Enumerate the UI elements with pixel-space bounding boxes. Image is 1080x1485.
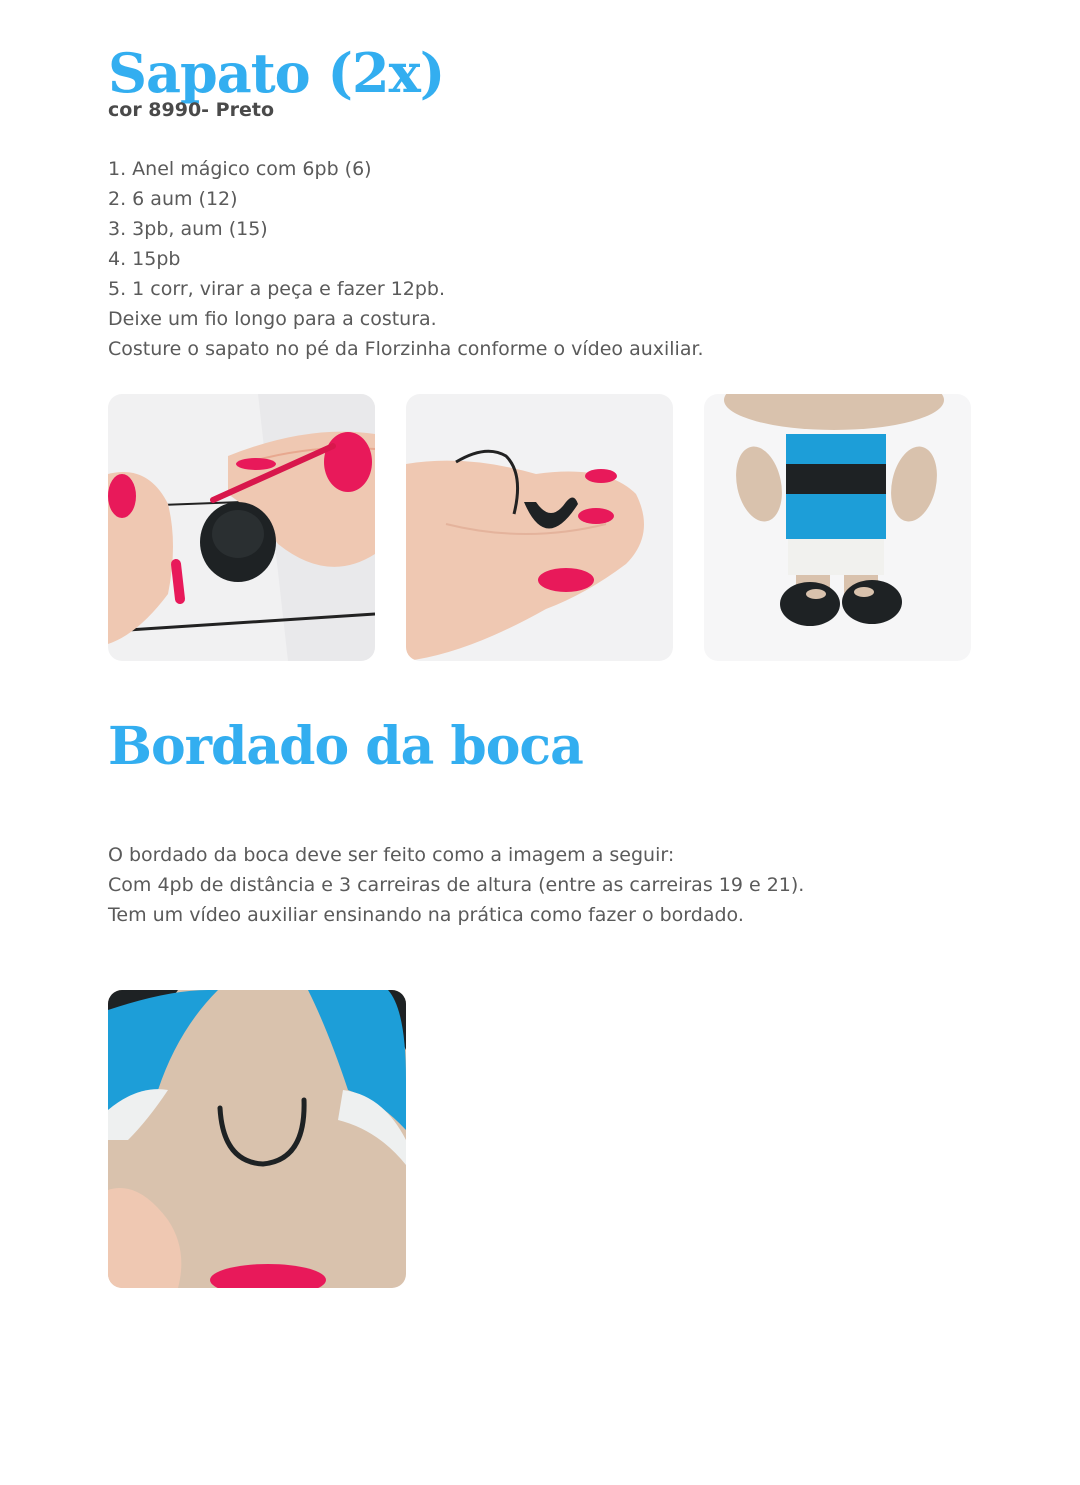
mouth-paragraph: Com 4pb de distância e 3 carreiras de altura (entre as carreiras 19 e 21). — [108, 874, 805, 896]
shoe-step-photo-2 — [406, 394, 673, 661]
mouth-section-title: Bordado da boca — [108, 716, 583, 777]
shoe-section-title: Sapato (2x) — [108, 41, 445, 105]
mouth-instructions — [108, 840, 804, 930]
shoe-step-photo-1 — [108, 394, 375, 661]
mouth-paragraph: O bordado da boca deve ser feito como a imagem a seguir: — [108, 844, 675, 866]
shoe-step: 4. 15pb — [108, 248, 181, 270]
mouth-paragraph: Tem um vídeo auxiliar ensinando na prática como fazer o bordado. — [108, 904, 744, 926]
shoe-steps-list — [108, 154, 445, 304]
shoe-notes — [108, 304, 704, 364]
doll-with-shoes-photo — [704, 394, 971, 661]
shoe-step: 2. 6 aum (12) — [108, 188, 238, 210]
shoe-note: Deixe um fio longo para a costura. — [108, 308, 437, 330]
shoe-note: Costure o sapato no pé da Florzinha conforme o vídeo auxiliar. — [108, 338, 704, 360]
shoe-color-note: cor 8990- Preto — [108, 99, 274, 121]
shoe-step: 1. Anel mágico com 6pb (6) — [108, 158, 372, 180]
shoe-step: 5. 1 corr, virar a peça e fazer 12pb. — [108, 278, 446, 300]
mouth-embroidery-photo — [108, 990, 406, 1288]
shoe-step: 3. 3pb, aum (15) — [108, 218, 268, 240]
